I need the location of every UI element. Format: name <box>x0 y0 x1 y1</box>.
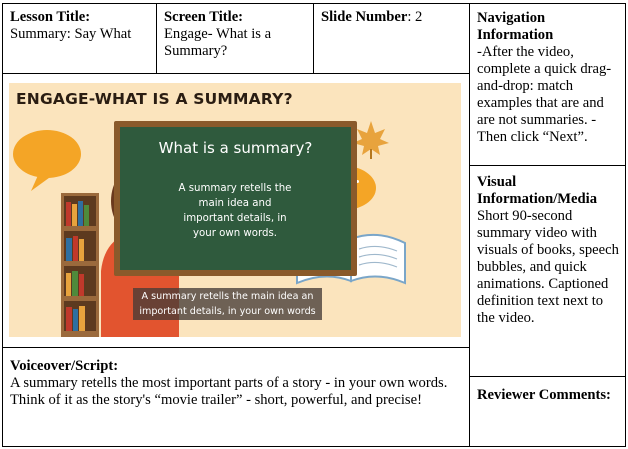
voiceover-label: Voiceover/Script: <box>10 358 119 374</box>
board-heading: What is a summary? <box>158 139 313 157</box>
visual-media-label: Visual Information/Media <box>477 174 597 207</box>
navigation-info-text: -After the video, complete a quick drag-and-drop: match examples that are and are not summaries. -Then click “Next”. <box>477 44 612 145</box>
reviewer-comments-label: Reviewer Comments: <box>477 387 611 403</box>
lesson-title-label: Lesson Title: <box>10 9 91 25</box>
lesson-title-value: Summary: Say What <box>10 26 132 42</box>
navigation-info-label: Navigation Information <box>477 10 554 43</box>
voiceover-cell <box>2 347 470 447</box>
slide-number-label: Slide Number <box>321 9 408 25</box>
speech-bubble-icon <box>13 130 81 191</box>
slide-number-cell <box>313 3 470 74</box>
board-definition: A summary retells the main idea and important details, in your own words. <box>178 183 292 239</box>
lesson-title-cell <box>2 3 157 74</box>
slide-number-value: : 2 <box>407 9 423 25</box>
visual-media-text: Short 90-second summary video with visuals of books, speech bubbles, and quick animations. Captioned definition text next to the video. <box>477 208 619 326</box>
video-caption: A summary retells the main idea an important details, in your own words <box>133 288 322 320</box>
reviewer-comments-cell <box>469 376 626 447</box>
slide-title: ENGAGE-WHAT IS A SUMMARY? <box>16 90 293 108</box>
bookshelf-icon <box>61 193 99 337</box>
voiceover-text: A summary retells the most important parts of a story - in your own words. Think of it as the story's “movie trailer” - short, powerful, and precise! <box>10 375 448 408</box>
slide-image <box>9 83 461 337</box>
maple-leaf-icon <box>353 121 389 159</box>
screen-title-value: Engage- What is a Summary? <box>164 26 272 59</box>
screen-title-label: Screen Title: <box>164 9 244 25</box>
navigation-info-cell <box>469 3 626 166</box>
visual-media-cell <box>469 165 626 377</box>
chalkboard <box>114 121 357 276</box>
screen-title-cell <box>156 3 314 74</box>
